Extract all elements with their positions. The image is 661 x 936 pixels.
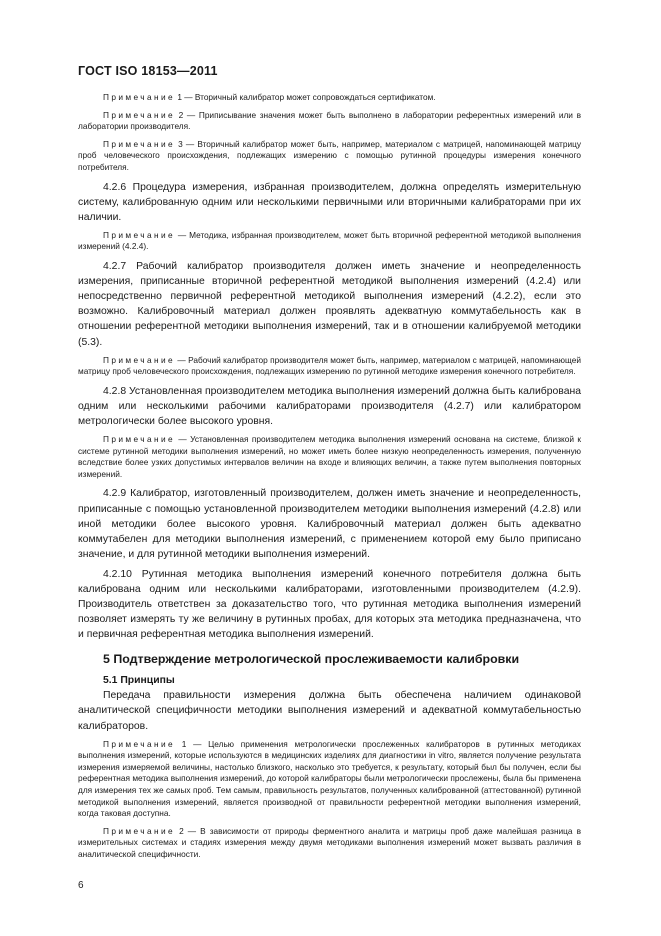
note-label: Примечание [103,138,176,149]
note-paragraph [78,139,581,174]
note-label: Примечание [103,354,176,365]
subsection-heading: 5.1 Принципы [103,675,175,687]
note-text: — Установленная производителем методика выполнения измерений основана на системе, близкой к системе рутинной методики выполнения измерений, но может иметь более низкую неопределенность измерения, полученную вследствие более узких допустимых интервалов величин на входе и влияющих величин, а также путем выполнения повторных измерений. [78,434,581,479]
body-paragraph: Передача правильности измерения должна быть обеспечена наличием одинаковой аналитической специфичности методики выполнения измерений и адекватной коммутабельностью калибраторов. [78,690,581,732]
section-heading: 5 Подтверждение метрологической прослеживаемости калибровки [103,652,520,667]
note-label: Примечание [103,229,176,240]
note-label: Примечание [103,738,176,749]
page-number: 6 [78,880,84,891]
note-text: 2 — В зависимости от природы ферментного аналита и матрицы проб даже малейшая разница в измерительных системах и стадиях измерения между двумя методиками выполнения измерений может вызвать различия в аналитической специфичности. [78,825,581,859]
note-text: 1 — Целью применения метрологически прослеженных калибраторов в рутинных методиках выполнения измерений, которые используются в медицинских изделиях для диагностики in vitro, является получение результата измерения измеряемой величины, настолько близкого, насколько это требуется, к результату, который был бы получен, если бы референтная методика выполнения измерений, до которой калибраторы были метрологически прослежены, была бы применена для измерения тех же самых проб. Тем самым, правильность результатов, полученных калиброванной (аттестованной) рутинной методикой выполнения измерений, является производной от правильности референтной методики выполнения измерений, когда таковая доступна. [78,738,581,819]
note-paragraph [78,739,581,820]
note-label: Примечание [103,434,176,445]
note-label: Примечание [103,92,176,102]
note-text: 3 — Вторичный калибратор может быть, например, материалом с матрицей, напоминающей матрицу проб человеческого происхождения, подлежащих измерению с помощью рутинной процедуры измерения конечного потребителя. [78,138,581,172]
body-paragraph: 4.2.10 Рутинная методика выполнения измерений конечного потребителя должна быть калибрована одним или несколькими калибраторами, изготовленными производителем (4.2.9). Производитель ответствен за доказательство того, что рутинная методика выполнения измерений позволяет измерять ту же величину в рутинных пробах, для которых эта методика предназначена, что и первичная референтная методика выполнения измерений. [78,568,581,641]
note-paragraph [78,230,581,253]
note-text: 1 — Вторичный калибратор может сопровождаться сертификатом. [175,92,436,102]
page-content [78,92,581,867]
standard-header: ГОСТ ISO 18153—2011 [78,64,218,78]
note-paragraph [78,826,581,861]
body-paragraph: 4.2.9 Калибратор, изготовленный производителем, должен иметь значение и неопределенность, приписанные с помощью установленной производителем методики выполнения измерений (4.2.8) или иной методики более высокого уровня. Калибровочный материал должен быть адекватно коммутабелен для методики выполнения измерений, с применением которой ему было приписано значение, и для рутинной методики выполнения измерений. [78,488,581,560]
body-paragraph: 4.2.7 Рабочий калибратор производителя должен иметь значение и неопределенность измерения, приписанные вторичной референтной методикой выполнения измерений (4.2.4) или непосредственно первичной референтной методикой выполнения измерений (4.2.2), если это возможно. Калибровочный материал должен проявлять адекватную коммутабельность как в отношении референтной методики выполнения измерений, так и в отношении калибруемой методики (5.3). [78,261,581,348]
note-text: — Методика, избранная производителем, может быть вторичной референтной методикой выполнения измерений (4.2.4). [78,229,581,252]
body-paragraph: 4.2.8 Установленная производителем методика выполнения измерений должна быть калибрована одним или несколькими рабочими калибраторами производителя (4.2.7) или калибратором метрологически более высокого уровня. [78,385,581,427]
note-paragraph [78,110,581,133]
note-label: Примечание [103,109,176,120]
note-paragraph [78,434,581,480]
note-label: Примечание [103,825,176,836]
note-text: 2 — Приписывание значения может быть выполнено в лаборатории референтных измерений или в лаборатории производителя. [78,109,581,132]
note-paragraph [78,355,581,378]
note-text: — Рабочий калибратор производителя может быть, например, материалом с матрицей, напоминающей матрицу проб человеческого происхождения, подлежащих измерению по рутинной методике измерения конечного потребителя. [78,354,581,377]
body-paragraph: 4.2.6 Процедура измерения, избранная производителем, должна определять измерительную систему, калиброванную одним или несколькими первичными или вторичными калибраторами при их наличии. [78,181,581,223]
note-paragraph [78,92,581,104]
